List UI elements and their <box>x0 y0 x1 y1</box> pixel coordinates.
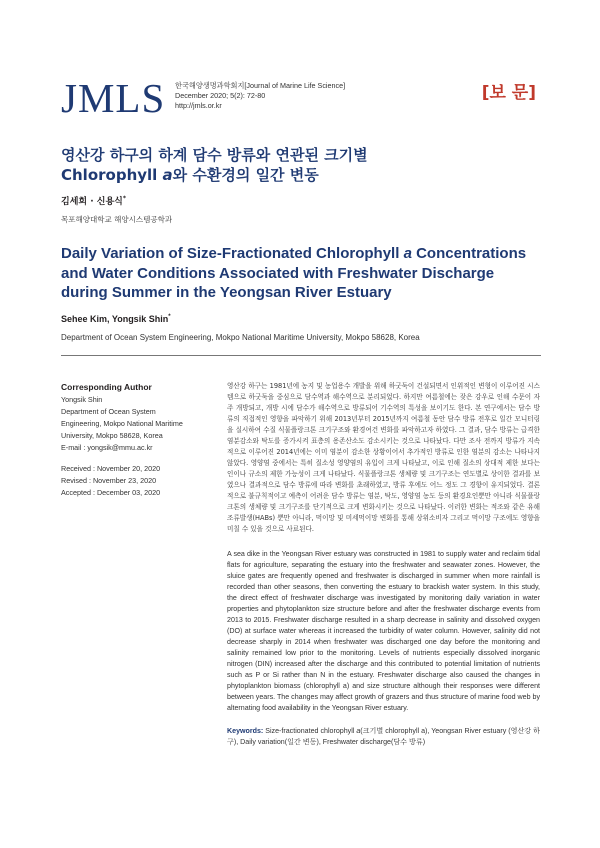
corresponding-author-dept-2: Engineering, Mokpo National Maritime <box>61 419 183 428</box>
corresponding-author-email[interactable]: E-mail : yongsik@mmu.ac.kr <box>61 443 153 452</box>
revised-date: Revised : November 23, 2020 <box>61 476 157 485</box>
english-authors-mark: * <box>168 314 171 320</box>
corresponding-author-heading: Corresponding Author <box>61 382 152 392</box>
korean-title-line1: 영산강 하구의 하계 담수 방류와 연관된 크기별 <box>61 146 368 164</box>
article-dates <box>61 463 221 499</box>
journal-issue: December 2020; 5(2): 72-80 <box>175 91 266 100</box>
korean-authors-mark: * <box>122 195 126 202</box>
english-title-line3: during Summer in the Yeongsan River Estuary <box>61 284 392 301</box>
korean-title-italic: a <box>162 166 173 184</box>
korean-title <box>61 145 368 185</box>
english-authors-names: Sehee Kim, Yongsik Shin <box>61 314 169 324</box>
english-title-line1-post: Concentrations <box>411 245 527 262</box>
korean-authors <box>61 194 126 207</box>
korean-affiliation: 목포해양대학교 해양시스템공학과 <box>61 215 173 224</box>
journal-info <box>175 81 345 111</box>
section-divider <box>61 355 541 356</box>
received-date: Received : November 20, 2020 <box>61 464 161 473</box>
english-title-line1 <box>61 244 551 264</box>
english-title <box>61 244 551 303</box>
english-title-italic: a <box>403 245 412 262</box>
korean-title-line2-post: 와 수환경의 일간 변동 <box>172 166 319 184</box>
corresponding-author-dept-1: Department of Ocean System <box>61 407 156 416</box>
keywords-italic: a <box>356 727 361 735</box>
article-type-label: [보 문] <box>481 83 536 103</box>
korean-title-line2-pre: Chlorophyll <box>61 166 163 184</box>
english-title-line1-pre: Daily Variation of Size-Fractionated Chlorophyll <box>61 245 404 262</box>
english-abstract: A sea dike in the Yeongsan River estuary was constructed in 1981 to supply water and reclaim tidal flats for agriculture, separating the estuary into the freshwater and seawater zones. However, the sluice gates are frequently opened and freshwater is discharged in summer when more rainfall is recorded than other seasons, then converting the estuary to brackish water system. In this study, the direct effect of freshwater discharge was investigated by monitoring daily variation in water properties and phytoplankton size structure before and after the freshwater discharge events from 2013 to 2015. Freshwater discharge resulted in a sharp decrease in salinity and dissolved oxygen (DO) at surface water whereas it increased the turbidity of water column. However, salinity did not decrease sharply in 2014 when freshwater was discharged one day before the monitoring and salinity remained low prior to the monitoring. Levels of nutrients especially dissolved inorganic nitrogen (DIN) increased after the discharge and this contributed to potential limitation of nutrients such as P or Si rather than N in the estuary. Freshwater discharge also caused the changes in phytoplankton biomass (chlorophyll a) and size structure although their responses were different between years. The changes may affect growth of grazers and thus structure of marine food web by alternating food availability in the Yeongsan River estuary. <box>227 550 540 712</box>
english-title-line2: and Water Conditions Associated with Freshwater Discharge <box>61 264 495 282</box>
keywords <box>227 726 540 748</box>
corresponding-author-sidebar <box>61 381 221 499</box>
keywords-post: (크기별 chlorophyll a), Yeongsan River estuary (영산강 하구), Daily variation(일간 변동), Freshwater discharge(담수 방류) <box>227 727 540 746</box>
abstract <box>227 381 540 748</box>
keywords-pre: Size-fractionated chlorophyll <box>263 727 357 735</box>
corresponding-author-name: Yongsik Shin <box>61 395 103 404</box>
english-authors <box>61 314 171 324</box>
korean-title-line2 <box>61 165 368 185</box>
journal-logo: JMLS <box>61 75 166 121</box>
accepted-date: Accepted : December 03, 2020 <box>61 488 161 497</box>
english-affiliation: Department of Ocean System Engineering, Mokpo National Maritime University, Mokpo 58628, Korea <box>61 333 420 342</box>
korean-authors-names: 김세희 · 신용식 <box>61 197 123 207</box>
journal-name: 한국해양생명과학회지[Journal of Marine Life Science] <box>175 81 346 90</box>
corresponding-author-dept-3: University, Mokpo 58628, Korea <box>61 431 163 440</box>
keywords-label: Keywords: <box>227 727 264 735</box>
journal-url[interactable]: http://jmls.or.kr <box>175 101 222 110</box>
korean-abstract: 영산강 하구는 1981년에 농지 및 농업용수 개발을 위해 하굿둑이 건설되면서 인위적인 변형이 이루어진 시스템으로 하굿둑을 중심으로 담수역과 해수역으로 분리되었다. 하지만 여름철에는 잦은 강우로 인해 수문이 자주 개방되고, 개방 시에 담수가 해수역으로 방류되어 기수역의 특성을 보이기도 한다. 본 연구에서는 담수 방류의 직접적인 영향을 파악하기 위해 2013년부터 2015년까지 여름철 동안 담수 방류 전후로 일간 모니터링을 실시하여 수질 식물플랑크톤 크기구조와 환경여건 변화를 파악하고자 하였다. 그 결과, 담수 방류는 급격한 염분감소와 탁도를 증가시켜 표층의 용존산소도 감소시키는 것으로 나타났다. 다만 조사 전까지 방류가 지속적으로 이루어진 2014년에는 이미 염분이 감소한 상황이어서 추가적인 방류로 인한 염분의 감소는 나타나지 않았다. 영양염 중에서는 특히 질소성 영양염의 유입이 크게 나타났고, 이로 인해 질소의 상대적 제한 보다는 인이나 규소의 제한 가능성이 크게 나타났다. 식물플랑크톤 생체량 및 크기구조는 연도별로 상이한 결과를 보였으나 결과적으로 담수 방류에 따라 변화를 초래하였고, 방류 후에도 어느 정도 그 경향이 유지되었다. 결론적으로 불규칙적이고 예측이 어려운 담수 방류는 염분, 탁도, 영양염 농도 등의 환경요인뿐만 아니라 식물플랑크톤의 생체량 및 크기구조를 단기적으로 크게 변화시키는 것으로 나타났다. 이러한 변화는 적조와 같은 유해조류발생(HABs) 뿐만 아니라, 먹이망 및 미세먹이망 변화를 통해 상위소비자 그리고 먹이망 구조에도 영향을 미칠 수 있을 것으로 사료된다. <box>227 382 540 533</box>
